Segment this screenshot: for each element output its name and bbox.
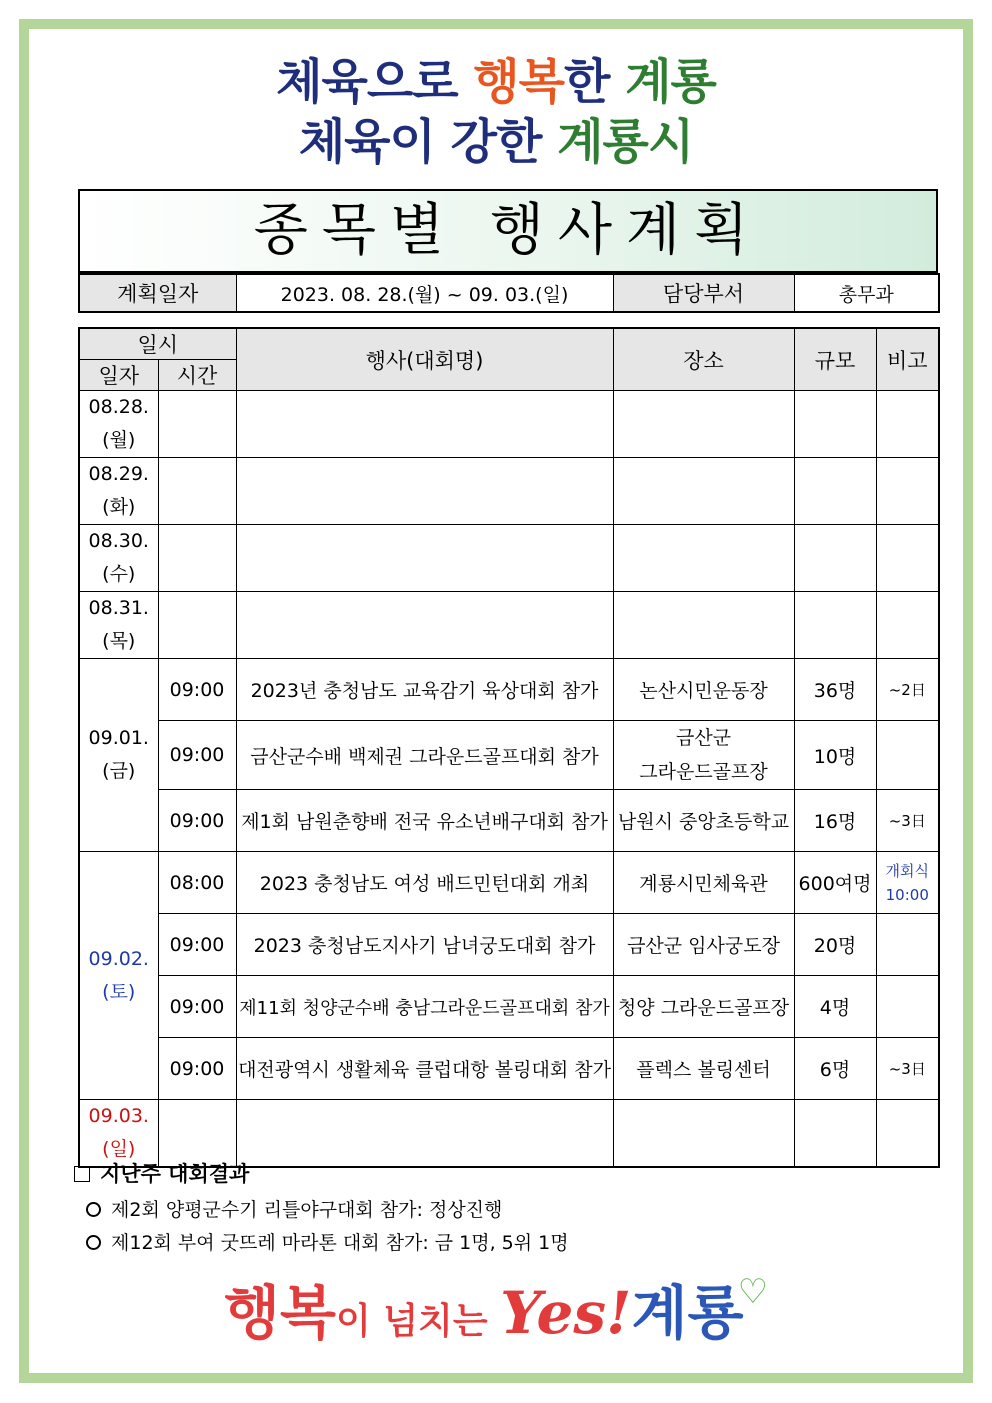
header-note: 비고 [876, 328, 939, 391]
table-row [79, 659, 939, 721]
event-scale: 6명 [794, 1038, 876, 1100]
event-place: 금산군 그라운드골프장 [613, 721, 794, 790]
dept-label: 담당부서 [613, 274, 794, 312]
dept-value: 총무과 [794, 274, 939, 312]
table-row [79, 914, 939, 976]
event-name: 대전광역시 생활체육 클럽대항 볼링대회 참가 [236, 1038, 613, 1100]
event-name: 제1회 남원춘향배 전국 유소년배구대회 참가 [236, 790, 613, 852]
results-title: 지난주 대회결과 [74, 1158, 569, 1188]
table-row [79, 391, 939, 458]
event-scale: 4명 [794, 976, 876, 1038]
slogan-text: 체육으로 [276, 54, 474, 110]
event-scale: 16명 [794, 790, 876, 852]
event-name: 2023년 충청남도 교육감기 육상대회 참가 [236, 659, 613, 721]
date-cell: 09.01. (금) [79, 659, 158, 852]
event-place: 청양 그라운드골프장 [613, 976, 794, 1038]
header-scale: 규모 [794, 328, 876, 391]
table-row [79, 1100, 939, 1168]
result-item: 제12회 부여 굿뜨레 마라톤 대회 참가: 금 1명, 5위 1명 [86, 1227, 569, 1260]
event-note: ~2日 [876, 659, 939, 721]
event-place: 플렉스 볼링센터 [613, 1038, 794, 1100]
event-place: 논산시민운동장 [613, 659, 794, 721]
event-name: 금산군수배 백제권 그라운드골프대회 참가 [236, 721, 613, 790]
slogan-text: 한 [564, 54, 626, 110]
period-value: 2023. 08. 28.(월) ~ 09. 03.(일) [236, 274, 613, 312]
table-row [79, 1038, 939, 1100]
circle-bullet-icon [86, 1235, 101, 1250]
header-time: 시간 [158, 360, 236, 391]
event-scale: 20명 [794, 914, 876, 976]
event-note: ~3日 [876, 1038, 939, 1100]
header-place: 장소 [613, 328, 794, 391]
event-name: 제11회 청양군수배 충남그라운드골프대회 참가 [236, 976, 613, 1038]
event-place: 계룡시민체육관 [613, 852, 794, 914]
date-cell: 08.28. (월) [79, 391, 158, 458]
result-item: 제2회 양평군수기 리틀야구대회 참가: 정상진행 [86, 1194, 569, 1227]
heart-icon: ♡ [737, 1272, 769, 1312]
event-time: 09:00 [158, 659, 236, 721]
slogan-line-2 [0, 114, 992, 170]
schedule-table [78, 327, 940, 1168]
slogan-text-city: 계룡시 [557, 114, 694, 170]
plan-info-table [78, 273, 940, 313]
document-title: 종목별 행사계획 [78, 189, 938, 273]
event-scale: 10명 [794, 721, 876, 790]
table-row [79, 525, 939, 592]
header-datetime: 일시 [79, 328, 236, 360]
slogan-text-city: 계룡 [625, 54, 716, 110]
event-name: 2023 충청남도 여성 배드민턴대회 개최 [236, 852, 613, 914]
date-cell: 08.30. (수) [79, 525, 158, 592]
date-cell-sunday: 09.03. (일) [79, 1100, 158, 1168]
event-note: ~3日 [876, 790, 939, 852]
circle-bullet-icon [86, 1202, 101, 1217]
table-row [79, 790, 939, 852]
table-row [79, 976, 939, 1038]
slogan-text-highlight: 행복 [473, 54, 565, 110]
event-place: 금산군 임사궁도장 [613, 914, 794, 976]
event-name: 2023 충청남도지사기 남녀궁도대회 참가 [236, 914, 613, 976]
table-row [79, 852, 939, 914]
event-time: 09:00 [158, 914, 236, 976]
square-bullet-icon [74, 1166, 90, 1182]
date-cell-saturday: 09.02. (토) [79, 852, 158, 1100]
date-cell: 08.29. (화) [79, 458, 158, 525]
event-scale: 600여명 [794, 852, 876, 914]
event-time: 09:00 [158, 1038, 236, 1100]
table-row [79, 721, 939, 790]
event-note [876, 976, 939, 1038]
header-event: 행사(대회명) [236, 328, 613, 391]
event-time: 08:00 [158, 852, 236, 914]
event-time: 09:00 [158, 976, 236, 1038]
event-place: 남원시 중앙초등학교 [613, 790, 794, 852]
event-note [876, 914, 939, 976]
event-note: 개회식 10:00 [876, 852, 939, 914]
table-row [79, 458, 939, 525]
event-time: 09:00 [158, 721, 236, 790]
event-note [876, 721, 939, 790]
event-scale: 36명 [794, 659, 876, 721]
last-week-results [74, 1158, 569, 1260]
table-row [79, 592, 939, 659]
date-cell: 08.31. (목) [79, 592, 158, 659]
header-date: 일자 [79, 360, 158, 391]
slogan-text: 체육이 강한 [298, 114, 558, 170]
period-label: 계획일자 [79, 274, 236, 312]
event-time: 09:00 [158, 790, 236, 852]
slogan-line-1 [0, 54, 992, 110]
footer-slogan-logo: 행복이 넘치는 Yes!계룡♡ [0, 1252, 992, 1361]
